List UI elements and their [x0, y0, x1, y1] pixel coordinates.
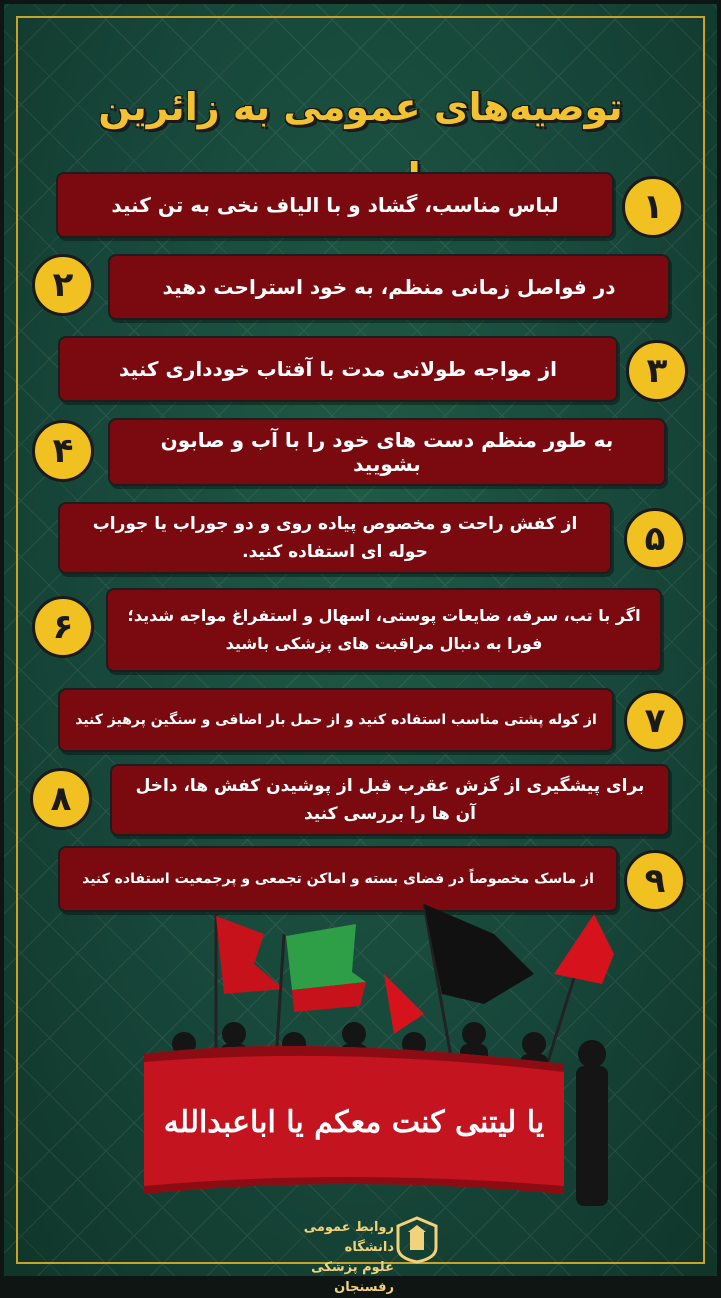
footer-line-2: علوم پزشکی رفسنجان: [311, 1260, 394, 1295]
number-badge: ۶: [32, 596, 94, 658]
recommendation-text: لباس مناسب، گشاد و با الیاف نخی به تن کنید: [56, 172, 614, 238]
recommendation-text: از ماسک مخصوصاً در فضای بسته و اماکن تجمعی و پرجمعیت استفاده کنید: [58, 846, 618, 912]
recommendation-text: از مواجه طولانی مدت با آفتاب خودداری کنید: [58, 336, 618, 402]
recommendation-text: از کوله پشتی مناسب استفاده کنید و از حمل بار اضافی و سنگین پرهیز کنید: [58, 688, 614, 752]
recommendation-text: برای پیشگیری از گزش عقرب قبل از پوشیدن کفش ها، داخل آن ها را بررسی کنید: [110, 764, 670, 836]
number-badge: ۳: [626, 340, 688, 402]
red-banner: [144, 1046, 564, 1194]
footer-line-1: روابط عمومی دانشگاه: [303, 1220, 394, 1255]
recommendation-text: از کفش راحت و مخصوص پیاده روی و دو جوراب یا جوراب حوله ای استفاده کنید.: [58, 502, 612, 574]
banner-calligraphy: یا لیتنی کنت معکم یا اباعبدالله: [163, 1105, 545, 1140]
poster: [4, 4, 717, 1295]
number-badge: ۷: [624, 690, 686, 752]
number-badge: ۲: [32, 254, 94, 316]
recommendation-text: اگر با تب، سرفه، ضایعات پوستی، اسهال و استفراغ مواجه شدید؛ فورا به دنبال مراقبت های پزشکی باشید: [106, 588, 662, 672]
number-badge: ۵: [624, 508, 686, 570]
recommendation-text: به طور منظم دست های خود را با آب و صابون بشویید: [108, 418, 666, 486]
recommendation-text: در فواصل زمانی منظم، به خود استراحت دهید: [108, 254, 670, 320]
number-badge: ۸: [30, 768, 92, 830]
number-badge: ۹: [624, 850, 686, 912]
number-badge: ۴: [32, 420, 94, 482]
number-badge: ۱: [622, 176, 684, 238]
university-logo-icon: [394, 1216, 440, 1264]
footer-organization: [254, 1218, 394, 1298]
poster-title: توصیه‌های عمومی به زائرین: [98, 85, 623, 129]
procession-illustration: [124, 894, 644, 1214]
